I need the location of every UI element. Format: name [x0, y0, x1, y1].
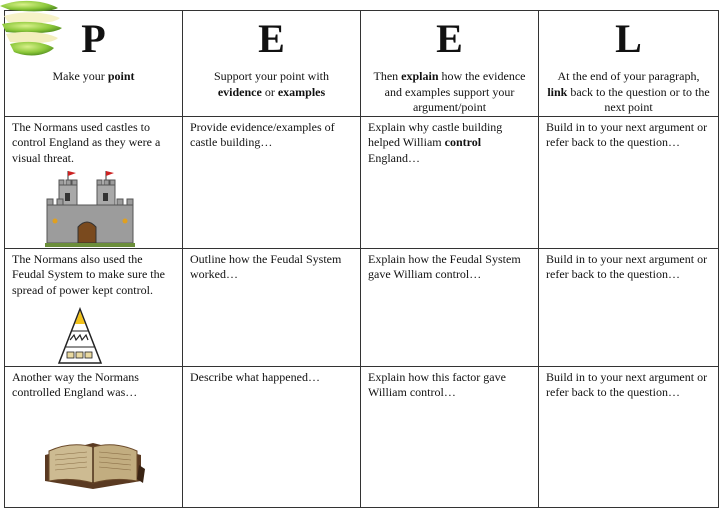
table-row	[5, 116, 719, 248]
header-row	[5, 11, 719, 117]
cell-text	[539, 117, 718, 151]
cell-text	[5, 117, 182, 167]
header-cell	[539, 11, 719, 117]
emphasis-text: examples	[277, 84, 326, 99]
table-row	[5, 248, 719, 366]
text-segment: how the evidence and examples support your argument/point	[384, 69, 526, 114]
text-segment: Then	[373, 69, 402, 83]
text-segment: Another way the Normans controlled England was…	[12, 369, 139, 399]
cell-text	[539, 367, 718, 401]
evidence-cell	[183, 116, 361, 248]
header-description	[361, 69, 538, 116]
link-cell	[539, 366, 719, 507]
header-description	[5, 69, 182, 85]
explain-cell	[361, 116, 539, 248]
text-segment: Explain why castle building helped William	[368, 119, 503, 149]
text-segment: Describe what happened…	[190, 369, 320, 384]
text-segment: Build in to your next argument or refer back to the question…	[546, 369, 708, 399]
cell-text	[361, 249, 538, 283]
text-segment: Outline how the Feudal System worked…	[190, 251, 342, 281]
castle-icon	[45, 169, 135, 247]
text-segment: Build in to your next argument or refer back to the question…	[546, 119, 708, 149]
cell-text	[183, 249, 360, 283]
text-segment: Provide evidence/examples of castle building…	[190, 119, 335, 149]
peel-letter: P	[81, 16, 106, 61]
link-cell	[539, 248, 719, 366]
link-cell	[539, 116, 719, 248]
cell-text	[183, 367, 360, 386]
apple-peel-icon	[0, 0, 66, 62]
point-cell	[5, 366, 183, 507]
text-segment: back to the question or to the next point	[567, 84, 710, 114]
peel-letter: E	[258, 16, 285, 61]
evidence-cell	[183, 366, 361, 507]
explain-cell	[361, 366, 539, 507]
emphasis-text: evidence	[217, 84, 262, 99]
peel-letter: E	[436, 16, 463, 61]
text-segment: Support your point with	[213, 69, 329, 83]
point-cell	[5, 248, 183, 366]
emphasis-text: link	[547, 84, 568, 99]
cell-text	[5, 367, 182, 401]
emphasis-text: control	[444, 135, 482, 149]
cell-text	[183, 117, 360, 151]
text-segment: The Normans used castles to control England as they were a visual threat.	[12, 119, 161, 165]
cell-text	[539, 249, 718, 283]
header-cell	[183, 11, 361, 117]
table-row	[5, 366, 719, 507]
text-segment: or	[261, 84, 278, 99]
peel-letter: L	[615, 16, 642, 61]
evidence-cell	[183, 248, 361, 366]
feudal-pyramid-icon	[57, 307, 103, 365]
header-description	[539, 69, 718, 116]
cell-text	[5, 249, 182, 299]
cell-text	[361, 117, 538, 167]
text-segment: Explain how this factor gave William control…	[368, 369, 506, 399]
emphasis-text: explain	[401, 69, 439, 83]
text-segment: At the end of your paragraph,	[557, 69, 700, 83]
explain-cell	[361, 248, 539, 366]
header-cell	[361, 11, 539, 117]
text-segment: The Normans also used the Feudal System to make sure the spread of power kept control.	[12, 251, 165, 297]
emphasis-text: point	[107, 69, 135, 83]
header-description	[183, 69, 360, 100]
text-segment: Explain how the Feudal System gave William control…	[368, 251, 521, 281]
peel-grid	[4, 10, 719, 508]
text-segment: England…	[368, 150, 420, 165]
cell-text	[361, 367, 538, 401]
point-cell	[5, 116, 183, 248]
text-segment: Make your	[52, 69, 108, 83]
text-segment: Build in to your next argument or refer back to the question…	[546, 251, 708, 281]
old-book-icon	[41, 425, 145, 491]
